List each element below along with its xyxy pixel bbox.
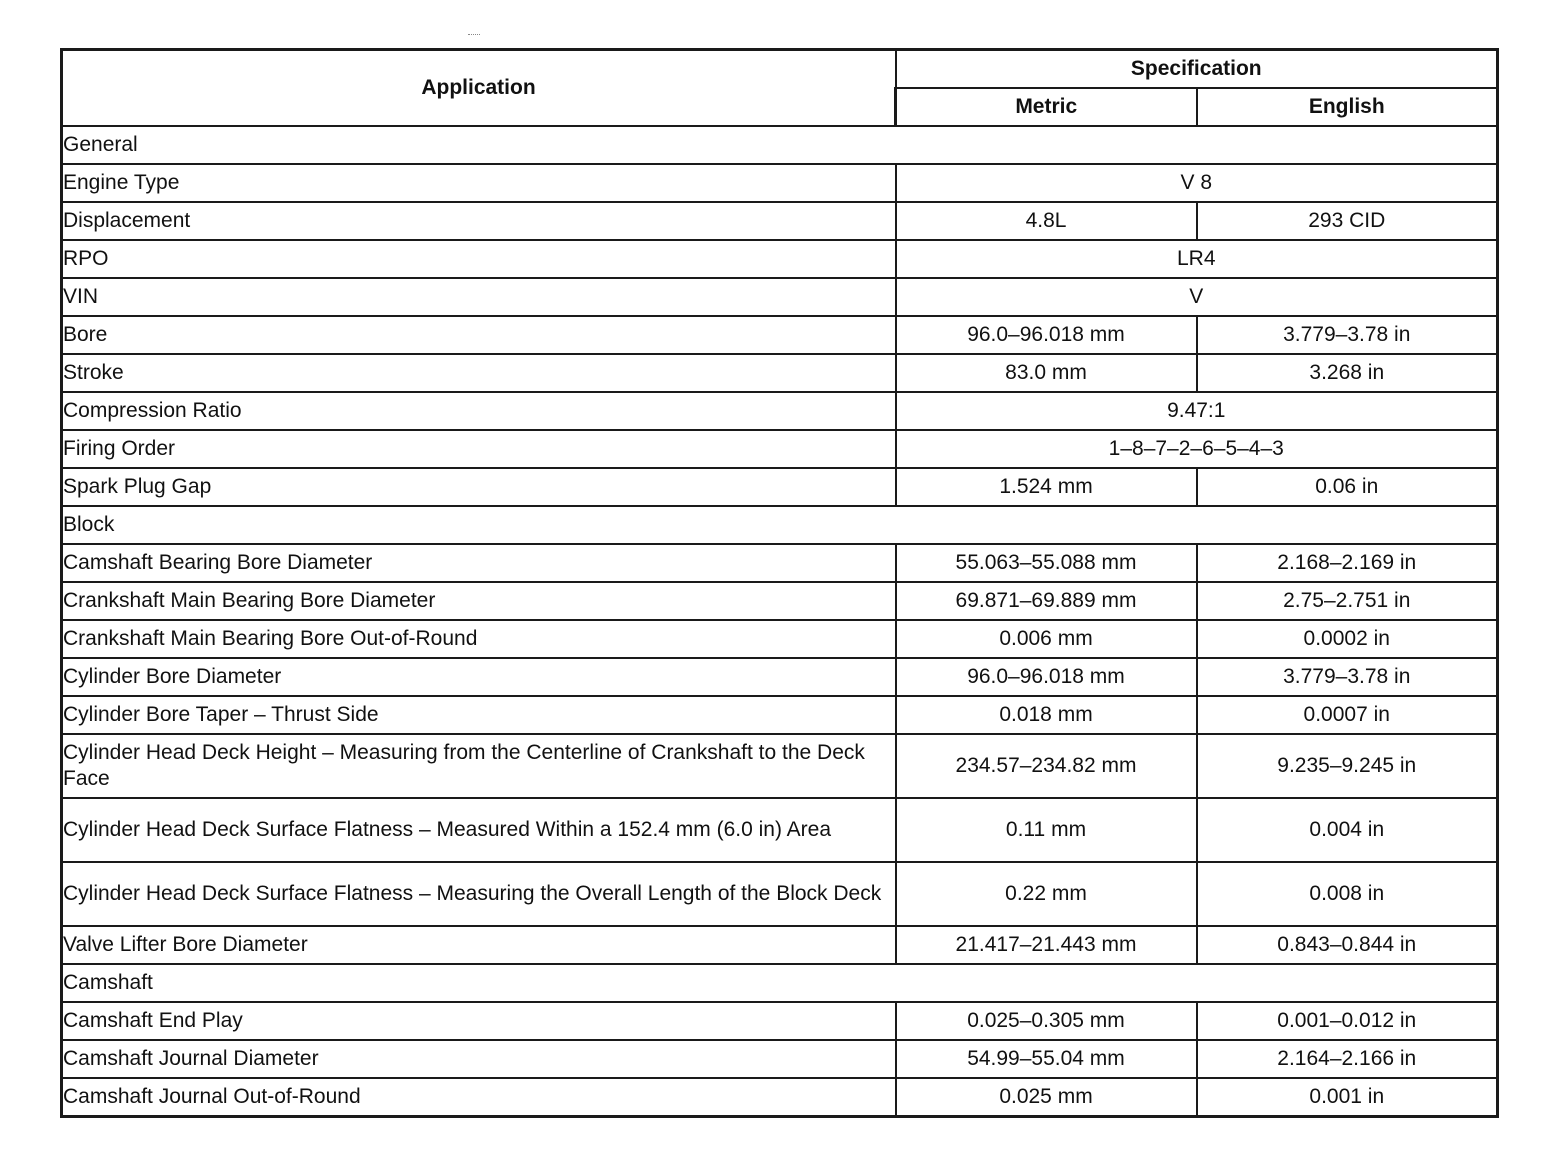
spec-value-metric: 96.0–96.018 mm <box>896 316 1197 354</box>
table-row <box>62 658 1498 696</box>
spec-label: Displacement <box>62 202 896 240</box>
spec-label: Cylinder Bore Diameter <box>62 658 896 696</box>
table-row <box>62 620 1498 658</box>
spec-label: Cylinder Head Deck Surface Flatness – Measuring the Overall Length of the Block Deck <box>62 862 896 926</box>
table-row <box>62 392 1498 430</box>
table-row <box>62 278 1498 316</box>
spec-value-metric: 0.018 mm <box>896 696 1197 734</box>
spec-value-metric: 83.0 mm <box>896 354 1197 392</box>
table-row <box>62 696 1498 734</box>
spec-value-metric: 4.8L <box>896 202 1197 240</box>
table-row <box>62 734 1498 798</box>
spec-value-metric: 0.025–0.305 mm <box>896 1002 1197 1040</box>
specification-header: Specification <box>896 50 1498 89</box>
spec-value-metric: 0.006 mm <box>896 620 1197 658</box>
table-row <box>62 202 1498 240</box>
section-title: General <box>62 126 1498 164</box>
spec-value-english: 3.779–3.78 in <box>1197 658 1498 696</box>
spec-value-combined: V 8 <box>896 164 1498 202</box>
spec-value-english: 2.168–2.169 in <box>1197 544 1498 582</box>
table-row <box>62 798 1498 862</box>
spec-value-metric: 96.0–96.018 mm <box>896 658 1197 696</box>
spec-label: RPO <box>62 240 896 278</box>
spec-value-english: 0.004 in <box>1197 798 1498 862</box>
spec-value-metric: 234.57–234.82 mm <box>896 734 1197 798</box>
spec-value-english: 0.843–0.844 in <box>1197 926 1498 964</box>
spec-value-english: 0.001–0.012 in <box>1197 1002 1498 1040</box>
spec-label: Spark Plug Gap <box>62 468 896 506</box>
spec-value-english: 0.0007 in <box>1197 696 1498 734</box>
spec-value-combined: LR4 <box>896 240 1498 278</box>
table-row <box>62 544 1498 582</box>
table-row <box>62 316 1498 354</box>
spec-value-metric: 0.22 mm <box>896 862 1197 926</box>
spec-label: Stroke <box>62 354 896 392</box>
spec-value-english: 0.06 in <box>1197 468 1498 506</box>
engine-spec-table <box>60 48 1499 1118</box>
spec-value-english: 0.0002 in <box>1197 620 1498 658</box>
spec-label: VIN <box>62 278 896 316</box>
spec-label: Cylinder Head Deck Surface Flatness – Measured Within a 152.4 mm (6.0 in) Area <box>62 798 896 862</box>
table-header <box>62 50 1498 127</box>
table-row <box>62 862 1498 926</box>
table-row <box>62 582 1498 620</box>
spec-label: Camshaft Journal Out-of-Round <box>62 1078 896 1117</box>
section-title: Block <box>62 506 1498 544</box>
spec-label: Camshaft Journal Diameter <box>62 1040 896 1078</box>
spec-label: Valve Lifter Bore Diameter <box>62 926 896 964</box>
table-row <box>62 1002 1498 1040</box>
spec-label: Camshaft End Play <box>62 1002 896 1040</box>
table-row <box>62 430 1498 468</box>
table-row <box>62 468 1498 506</box>
spec-value-metric: 54.99–55.04 mm <box>896 1040 1197 1078</box>
english-header: English <box>1197 88 1498 126</box>
spec-value-metric: 55.063–55.088 mm <box>896 544 1197 582</box>
table-body <box>62 126 1498 1117</box>
spec-label: Crankshaft Main Bearing Bore Diameter <box>62 582 896 620</box>
spec-value-metric: 21.417–21.443 mm <box>896 926 1197 964</box>
spec-value-metric: 1.524 mm <box>896 468 1197 506</box>
spec-value-metric: 0.025 mm <box>896 1078 1197 1117</box>
spec-value-english: 2.75–2.751 in <box>1197 582 1498 620</box>
table-row <box>62 354 1498 392</box>
spec-value-english: 3.779–3.78 in <box>1197 316 1498 354</box>
spec-value-combined: V <box>896 278 1498 316</box>
spec-label: Camshaft Bearing Bore Diameter <box>62 544 896 582</box>
scan-speck <box>468 34 480 38</box>
section-row-general <box>62 126 1498 164</box>
metric-header: Metric <box>896 88 1197 126</box>
spec-label: Cylinder Bore Taper – Thrust Side <box>62 696 896 734</box>
spec-value-english: 0.008 in <box>1197 862 1498 926</box>
spec-label: Bore <box>62 316 896 354</box>
table-row <box>62 1040 1498 1078</box>
spec-value-english: 9.235–9.245 in <box>1197 734 1498 798</box>
spec-value-combined: 9.47:1 <box>896 392 1498 430</box>
spec-label: Crankshaft Main Bearing Bore Out-of-Round <box>62 620 896 658</box>
spec-label: Compression Ratio <box>62 392 896 430</box>
table-row <box>62 1078 1498 1117</box>
table-row <box>62 164 1498 202</box>
spec-value-english: 2.164–2.166 in <box>1197 1040 1498 1078</box>
spec-value-english: 293 CID <box>1197 202 1498 240</box>
spec-label: Firing Order <box>62 430 896 468</box>
table-row <box>62 926 1498 964</box>
spec-value-combined: 1–8–7–2–6–5–4–3 <box>896 430 1498 468</box>
section-title: Camshaft <box>62 964 1498 1002</box>
spec-label: Engine Type <box>62 164 896 202</box>
application-header: Application <box>62 50 896 127</box>
spec-value-metric: 0.11 mm <box>896 798 1197 862</box>
section-row-block <box>62 506 1498 544</box>
table-row <box>62 240 1498 278</box>
section-row-camshaft <box>62 964 1498 1002</box>
spec-value-english: 3.268 in <box>1197 354 1498 392</box>
spec-value-metric: 69.871–69.889 mm <box>896 582 1197 620</box>
spec-label: Cylinder Head Deck Height – Measuring from the Centerline of Crankshaft to the Deck Face <box>62 734 896 798</box>
spec-value-english: 0.001 in <box>1197 1078 1498 1117</box>
